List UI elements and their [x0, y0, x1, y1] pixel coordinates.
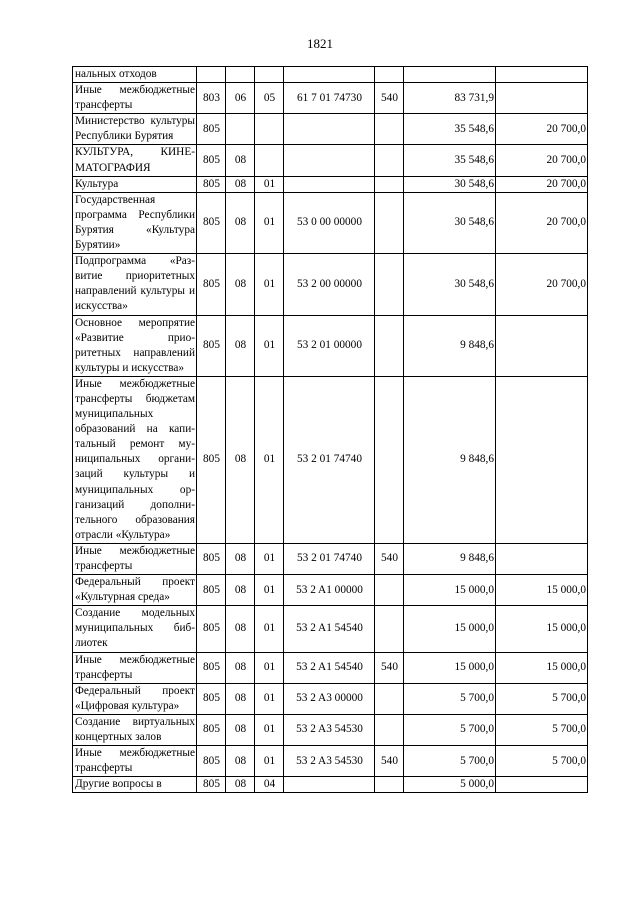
ministry-code-cell: 805	[197, 254, 226, 315]
row-name-cell: Государственная программа Республики Бурятия «Культура Бурятии»	[73, 192, 197, 253]
amount-year-one-cell: 15 000,0	[404, 575, 496, 606]
row-name-cell: Иные межбюджетные трансферты бюджетам муниципальных образований на капитальный ремонт муниципальных организаций культуры и муниципальных организаций дополнительного образования отрасли «Культура»	[73, 376, 197, 543]
section-code-cell: 08	[226, 192, 255, 253]
subsection-code-cell: 05	[255, 83, 284, 114]
amount-year-two-cell: 5 700,0	[496, 746, 588, 777]
amount-year-two-cell: 15 000,0	[496, 575, 588, 606]
amount-year-one-cell: 35 548,6	[404, 114, 496, 145]
target-article-cell: 53 2 A1 54540	[284, 652, 375, 683]
amount-year-one-cell: 30 548,6	[404, 192, 496, 253]
subsection-code-cell: 04	[255, 777, 284, 793]
section-code-cell: 08	[226, 543, 255, 574]
section-code-cell: 08	[226, 145, 255, 176]
subsection-code-cell: 01	[255, 746, 284, 777]
table-row	[73, 683, 588, 714]
amount-year-one-cell: 30 548,6	[404, 254, 496, 315]
table-row	[73, 543, 588, 574]
target-article-cell: 53 2 A3 00000	[284, 683, 375, 714]
subsection-code-cell: 01	[255, 606, 284, 652]
subsection-code-cell	[255, 114, 284, 145]
expense-type-cell	[375, 606, 404, 652]
row-name-cell: Иные межбюджетные трансферты	[73, 83, 197, 114]
row-name-cell: Основное меропрятие «Развитие приоритетных направлений культуры и искусства»	[73, 315, 197, 376]
row-name-cell: Министерство культуры Республики Бурятия	[73, 114, 197, 145]
amount-year-two-cell	[496, 543, 588, 574]
budget-table-body	[73, 67, 588, 793]
section-code-cell: 06	[226, 83, 255, 114]
table-row	[73, 83, 588, 114]
ministry-code-cell: 805	[197, 192, 226, 253]
table-row	[73, 176, 588, 192]
ministry-code-cell: 805	[197, 114, 226, 145]
amount-year-two-cell: 20 700,0	[496, 145, 588, 176]
amount-year-one-cell: 9 848,6	[404, 376, 496, 543]
row-name-cell: Создание виртуальных концертных залов	[73, 714, 197, 745]
expense-type-cell	[375, 254, 404, 315]
section-code-cell: 08	[226, 777, 255, 793]
subsection-code-cell: 01	[255, 376, 284, 543]
target-article-cell	[284, 114, 375, 145]
subsection-code-cell: 01	[255, 543, 284, 574]
expense-type-cell	[375, 575, 404, 606]
table-row	[73, 315, 588, 376]
expense-type-cell	[375, 777, 404, 793]
target-article-cell	[284, 777, 375, 793]
section-code-cell: 08	[226, 606, 255, 652]
subsection-code-cell	[255, 145, 284, 176]
subsection-code-cell: 01	[255, 176, 284, 192]
expense-type-cell	[375, 714, 404, 745]
expense-type-cell: 540	[375, 83, 404, 114]
ministry-code-cell: 805	[197, 777, 226, 793]
table-row	[73, 746, 588, 777]
expense-type-cell: 540	[375, 652, 404, 683]
subsection-code-cell: 01	[255, 254, 284, 315]
row-name-cell: нальных отходов	[73, 67, 197, 83]
target-article-cell: 53 2 A1 00000	[284, 575, 375, 606]
amount-year-one-cell: 9 848,6	[404, 543, 496, 574]
section-code-cell: 08	[226, 683, 255, 714]
row-name-cell: Подпрограмма «Развитие приоритетных направлений культуры и искусства»	[73, 254, 197, 315]
amount-year-two-cell: 15 000,0	[496, 652, 588, 683]
amount-year-two-cell: 20 700,0	[496, 192, 588, 253]
section-code-cell: 08	[226, 315, 255, 376]
row-name-cell: Другие вопросы в	[73, 777, 197, 793]
amount-year-two-cell	[496, 315, 588, 376]
target-article-cell: 61 7 01 74730	[284, 83, 375, 114]
section-code-cell: 08	[226, 376, 255, 543]
row-name-cell: Федеральный проект «Культурная среда»	[73, 575, 197, 606]
table-row	[73, 145, 588, 176]
table-row	[73, 67, 588, 83]
amount-year-two-cell	[496, 67, 588, 83]
expense-type-cell	[375, 114, 404, 145]
table-row	[73, 114, 588, 145]
target-article-cell: 53 2 01 74740	[284, 376, 375, 543]
target-article-cell	[284, 176, 375, 192]
amount-year-one-cell: 15 000,0	[404, 606, 496, 652]
target-article-cell: 53 2 A3 54530	[284, 746, 375, 777]
ministry-code-cell: 805	[197, 746, 226, 777]
row-name-cell: Культура	[73, 176, 197, 192]
ministry-code-cell: 805	[197, 145, 226, 176]
target-article-cell: 53 2 01 74740	[284, 543, 375, 574]
amount-year-one-cell: 9 848,6	[404, 315, 496, 376]
table-row	[73, 714, 588, 745]
amount-year-one-cell: 35 548,6	[404, 145, 496, 176]
subsection-code-cell: 01	[255, 714, 284, 745]
row-name-cell: Иные межбюджетные трансферты	[73, 746, 197, 777]
target-article-cell: 53 0 00 00000	[284, 192, 375, 253]
target-article-cell: 53 2 A1 54540	[284, 606, 375, 652]
amount-year-two-cell: 15 000,0	[496, 606, 588, 652]
ministry-code-cell: 803	[197, 83, 226, 114]
expense-type-cell	[375, 145, 404, 176]
amount-year-one-cell: 5 700,0	[404, 746, 496, 777]
table-row	[73, 192, 588, 253]
target-article-cell: 53 2 00 00000	[284, 254, 375, 315]
target-article-cell: 53 2 01 00000	[284, 315, 375, 376]
amount-year-two-cell: 5 700,0	[496, 714, 588, 745]
amount-year-two-cell: 20 700,0	[496, 176, 588, 192]
amount-year-two-cell	[496, 777, 588, 793]
section-code-cell: 08	[226, 652, 255, 683]
expense-type-cell	[375, 376, 404, 543]
ministry-code-cell: 805	[197, 652, 226, 683]
ministry-code-cell: 805	[197, 543, 226, 574]
section-code-cell: 08	[226, 575, 255, 606]
subsection-code-cell: 01	[255, 315, 284, 376]
ministry-code-cell: 805	[197, 683, 226, 714]
subsection-code-cell	[255, 67, 284, 83]
amount-year-two-cell: 20 700,0	[496, 114, 588, 145]
ministry-code-cell: 805	[197, 575, 226, 606]
ministry-code-cell: 805	[197, 176, 226, 192]
ministry-code-cell: 805	[197, 606, 226, 652]
table-row	[73, 606, 588, 652]
target-article-cell	[284, 67, 375, 83]
expense-type-cell	[375, 683, 404, 714]
amount-year-one-cell: 5 700,0	[404, 683, 496, 714]
section-code-cell: 08	[226, 254, 255, 315]
row-name-cell: Иные межбюджетные трансферты	[73, 543, 197, 574]
amount-year-one-cell	[404, 67, 496, 83]
budget-table	[72, 66, 588, 793]
section-code-cell: 08	[226, 746, 255, 777]
table-row	[73, 777, 588, 793]
amount-year-one-cell: 83 731,9	[404, 83, 496, 114]
amount-year-one-cell: 5 700,0	[404, 714, 496, 745]
ministry-code-cell: 805	[197, 376, 226, 543]
table-row	[73, 254, 588, 315]
expense-type-cell	[375, 192, 404, 253]
section-code-cell	[226, 114, 255, 145]
section-code-cell	[226, 67, 255, 83]
expense-type-cell	[375, 176, 404, 192]
expense-type-cell	[375, 315, 404, 376]
expense-type-cell: 540	[375, 543, 404, 574]
amount-year-one-cell: 15 000,0	[404, 652, 496, 683]
subsection-code-cell: 01	[255, 192, 284, 253]
subsection-code-cell: 01	[255, 683, 284, 714]
amount-year-two-cell: 20 700,0	[496, 254, 588, 315]
row-name-cell: Иные межбюджетные трансферты	[73, 652, 197, 683]
table-row	[73, 652, 588, 683]
ministry-code-cell: 805	[197, 315, 226, 376]
amount-year-one-cell: 30 548,6	[404, 176, 496, 192]
ministry-code-cell: 805	[197, 714, 226, 745]
amount-year-two-cell	[496, 376, 588, 543]
row-name-cell: Создание модельных муниципальных библиотек	[73, 606, 197, 652]
amount-year-two-cell	[496, 83, 588, 114]
row-name-cell: КУЛЬТУРА, КИНЕМАТОГРАФИЯ	[73, 145, 197, 176]
table-row	[73, 376, 588, 543]
target-article-cell	[284, 145, 375, 176]
target-article-cell: 53 2 A3 54530	[284, 714, 375, 745]
amount-year-two-cell: 5 700,0	[496, 683, 588, 714]
expense-type-cell	[375, 67, 404, 83]
expense-type-cell: 540	[375, 746, 404, 777]
section-code-cell: 08	[226, 714, 255, 745]
row-name-cell: Федеральный проект «Цифровая культура»	[73, 683, 197, 714]
subsection-code-cell: 01	[255, 575, 284, 606]
table-row	[73, 575, 588, 606]
amount-year-one-cell: 5 000,0	[404, 777, 496, 793]
section-code-cell: 08	[226, 176, 255, 192]
subsection-code-cell: 01	[255, 652, 284, 683]
ministry-code-cell	[197, 67, 226, 83]
page-number: 1821	[307, 36, 333, 51]
